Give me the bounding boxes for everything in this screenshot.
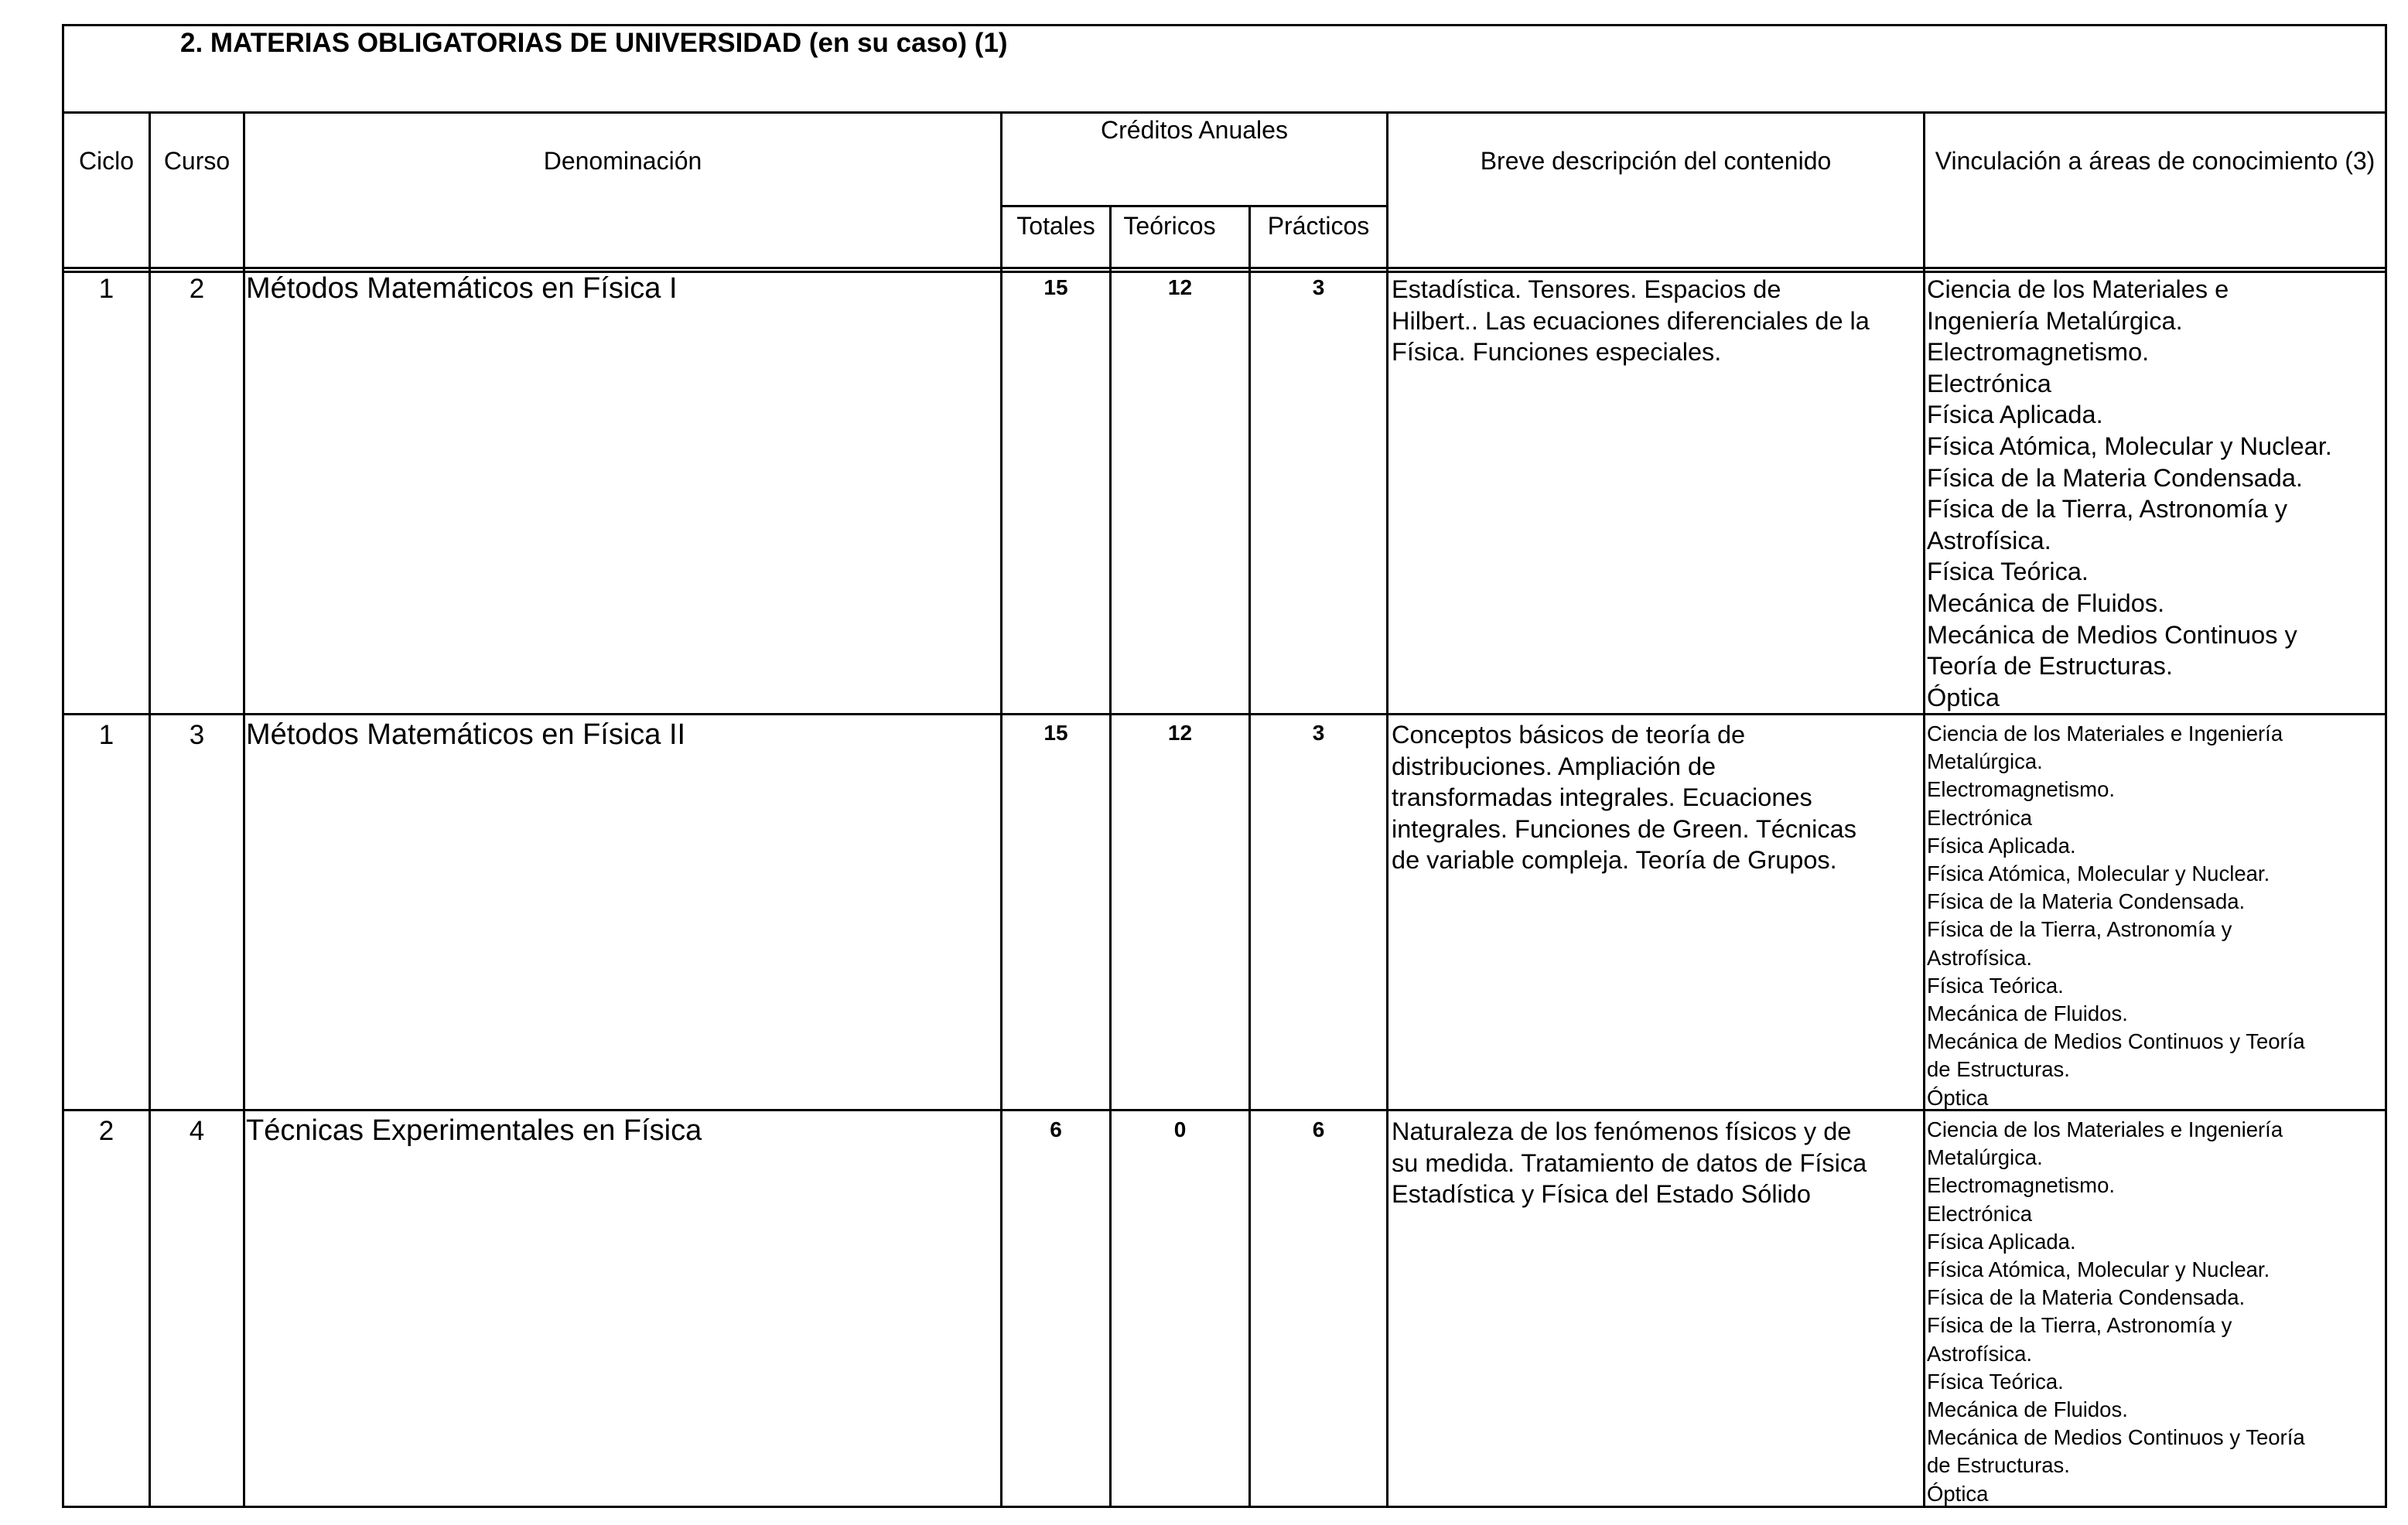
header-denominacion: Denominación [543, 147, 702, 175]
area-item: Electrónica [1927, 369, 2051, 397]
grid-line [149, 111, 151, 1508]
header-vinculacion: Vinculación a áreas de conocimiento (3) [1935, 147, 2376, 175]
area-item: Física de la Tierra, Astronomía y [1927, 917, 2232, 942]
area-item: Ingeniería Metalúrgica. [1927, 306, 2183, 335]
area-item: Metalúrgica. [1927, 749, 2043, 774]
header-practicos: Prácticos [1267, 212, 1370, 240]
description-line: Conceptos básicos de teoría de [1392, 721, 1746, 749]
area-item: Mecánica de Medios Continuos y [1927, 620, 2297, 649]
area-item: de Estructuras. [1927, 1057, 2070, 1082]
description-line: de variable compleja. Teoría de Grupos. [1392, 846, 1837, 874]
row-denominacion: Métodos Matemáticos en Física II [246, 718, 686, 751]
row-totales: 6 [1050, 1117, 1062, 1141]
area-item: Ciencia de los Materiales e [1927, 275, 2229, 303]
area-item: Electromagnetismo. [1927, 777, 2116, 802]
area-item: Física Teórica. [1927, 558, 2089, 586]
description-line: Estadística. Tensores. Espacios de [1392, 275, 1781, 303]
grid-line [1109, 205, 1112, 1508]
header-teoricos: Teóricos [1123, 212, 1216, 240]
area-item: Física Aplicada. [1927, 1229, 2076, 1254]
area-item: Física de la Materia Condensada. [1927, 889, 2246, 914]
area-item: Óptica [1927, 683, 2000, 711]
row-ciclo: 1 [98, 720, 114, 750]
area-item: Física de la Tierra, Astronomía y [1927, 495, 2288, 524]
row-practicos: 3 [1312, 721, 1325, 745]
row-teoricos: 12 [1167, 721, 1193, 745]
area-item: Electromagnetismo. [1927, 1173, 2116, 1198]
area-item: Física Teórica. [1927, 1369, 2064, 1394]
area-item: Óptica [1927, 1481, 1989, 1506]
grid-line [1248, 205, 1251, 1508]
header-curso: Curso [163, 147, 231, 175]
grid-line [2385, 24, 2387, 1508]
row-ciclo: 2 [98, 1116, 114, 1146]
area-item: de Estructuras. [1927, 1453, 2070, 1478]
area-item: Astrofísica. [1927, 945, 2033, 970]
row-denominacion: Métodos Matemáticos en Física I [246, 272, 678, 305]
row-descripcion [1392, 1116, 1867, 1210]
grid-line [62, 24, 64, 1508]
grid-line [62, 267, 2387, 269]
area-item: Electrónica [1927, 805, 2033, 830]
header-creditos: Créditos Anuales [1101, 116, 1288, 144]
grid-line [243, 111, 245, 1508]
row-curso: 4 [189, 1116, 205, 1146]
area-item: Física de la Materia Condensada. [1927, 1285, 2246, 1310]
area-item: Mecánica de Fluidos. [1927, 1001, 2128, 1026]
area-item: Electromagnetismo. [1927, 338, 2150, 367]
area-item: Física Aplicada. [1927, 401, 2103, 429]
area-item: Física Atómica, Molecular y Nuclear. [1927, 432, 2332, 460]
grid-line [1386, 111, 1388, 1508]
area-item: Óptica [1927, 1085, 1989, 1110]
grid-line [1000, 111, 1002, 1508]
header-ciclo: Ciclo [78, 147, 135, 175]
area-item: Metalúrgica. [1927, 1145, 2043, 1170]
row-descripcion [1392, 274, 1870, 368]
row-practicos: 3 [1312, 275, 1325, 299]
area-item: Mecánica de Medios Continuos y Teoría [1927, 1425, 2305, 1450]
row-curso: 2 [189, 274, 205, 304]
description-line: Naturaleza de los fenómenos físicos y de [1392, 1117, 1852, 1145]
area-item: Astrofísica. [1927, 1341, 2033, 1366]
area-item: Electrónica [1927, 1201, 2033, 1226]
area-item: Ciencia de los Materiales e Ingeniería [1927, 722, 2283, 745]
row-descripcion [1392, 719, 1856, 876]
description-line: distribuciones. Ampliación de [1392, 752, 1716, 780]
section-title: 2. MATERIAS OBLIGATORIAS DE UNIVERSIDAD (en su caso) (1) [180, 28, 1008, 58]
grid-line [1000, 205, 1388, 207]
area-item: Teoría de Estructuras. [1927, 652, 2173, 681]
row-areas [1927, 1116, 2305, 1508]
area-item: Mecánica de Medios Continuos y Teoría [1927, 1029, 2305, 1054]
area-item: Mecánica de Fluidos. [1927, 1397, 2128, 1422]
description-line: Física. Funciones especiales. [1392, 338, 1722, 366]
grid-line [62, 24, 2387, 26]
area-item: Física de la Materia Condensada. [1927, 463, 2303, 492]
description-line: transformadas integrales. Ecuaciones [1392, 783, 1812, 811]
grid-line [62, 111, 2387, 114]
row-teoricos: 12 [1167, 275, 1193, 299]
grid-line [1923, 111, 1925, 1508]
row-areas [1927, 274, 2332, 713]
header-totales: Totales [1016, 212, 1095, 240]
row-areas [1927, 720, 2305, 1112]
area-item: Física Aplicada. [1927, 833, 2076, 858]
area-item: Física Atómica, Molecular y Nuclear. [1927, 1257, 2270, 1282]
area-item: Ciencia de los Materiales e Ingeniería [1927, 1117, 2283, 1141]
area-item: Física de la Tierra, Astronomía y [1927, 1313, 2232, 1338]
row-denominacion: Técnicas Experimentales en Física [246, 1114, 702, 1147]
row-teoricos: 0 [1173, 1117, 1187, 1141]
row-totales: 15 [1043, 721, 1068, 745]
area-item: Física Atómica, Molecular y Nuclear. [1927, 861, 2270, 886]
grid-line [62, 713, 2387, 715]
description-line: Estadística y Física del Estado Sólido [1392, 1180, 1811, 1208]
row-curso: 3 [189, 720, 205, 750]
row-totales: 15 [1043, 275, 1068, 299]
area-item: Mecánica de Fluidos. [1927, 589, 2165, 617]
header-descripcion: Breve descripción del contenido [1480, 147, 1832, 175]
description-line: integrales. Funciones de Green. Técnicas [1392, 814, 1856, 843]
description-line: Hilbert.. Las ecuaciones diferenciales de la [1392, 306, 1870, 335]
area-item: Física Teórica. [1927, 973, 2064, 998]
row-practicos: 6 [1312, 1117, 1325, 1141]
row-ciclo: 1 [98, 274, 114, 304]
description-line: su medida. Tratamiento de datos de Física [1392, 1148, 1867, 1177]
area-item: Astrofísica. [1927, 526, 2051, 554]
